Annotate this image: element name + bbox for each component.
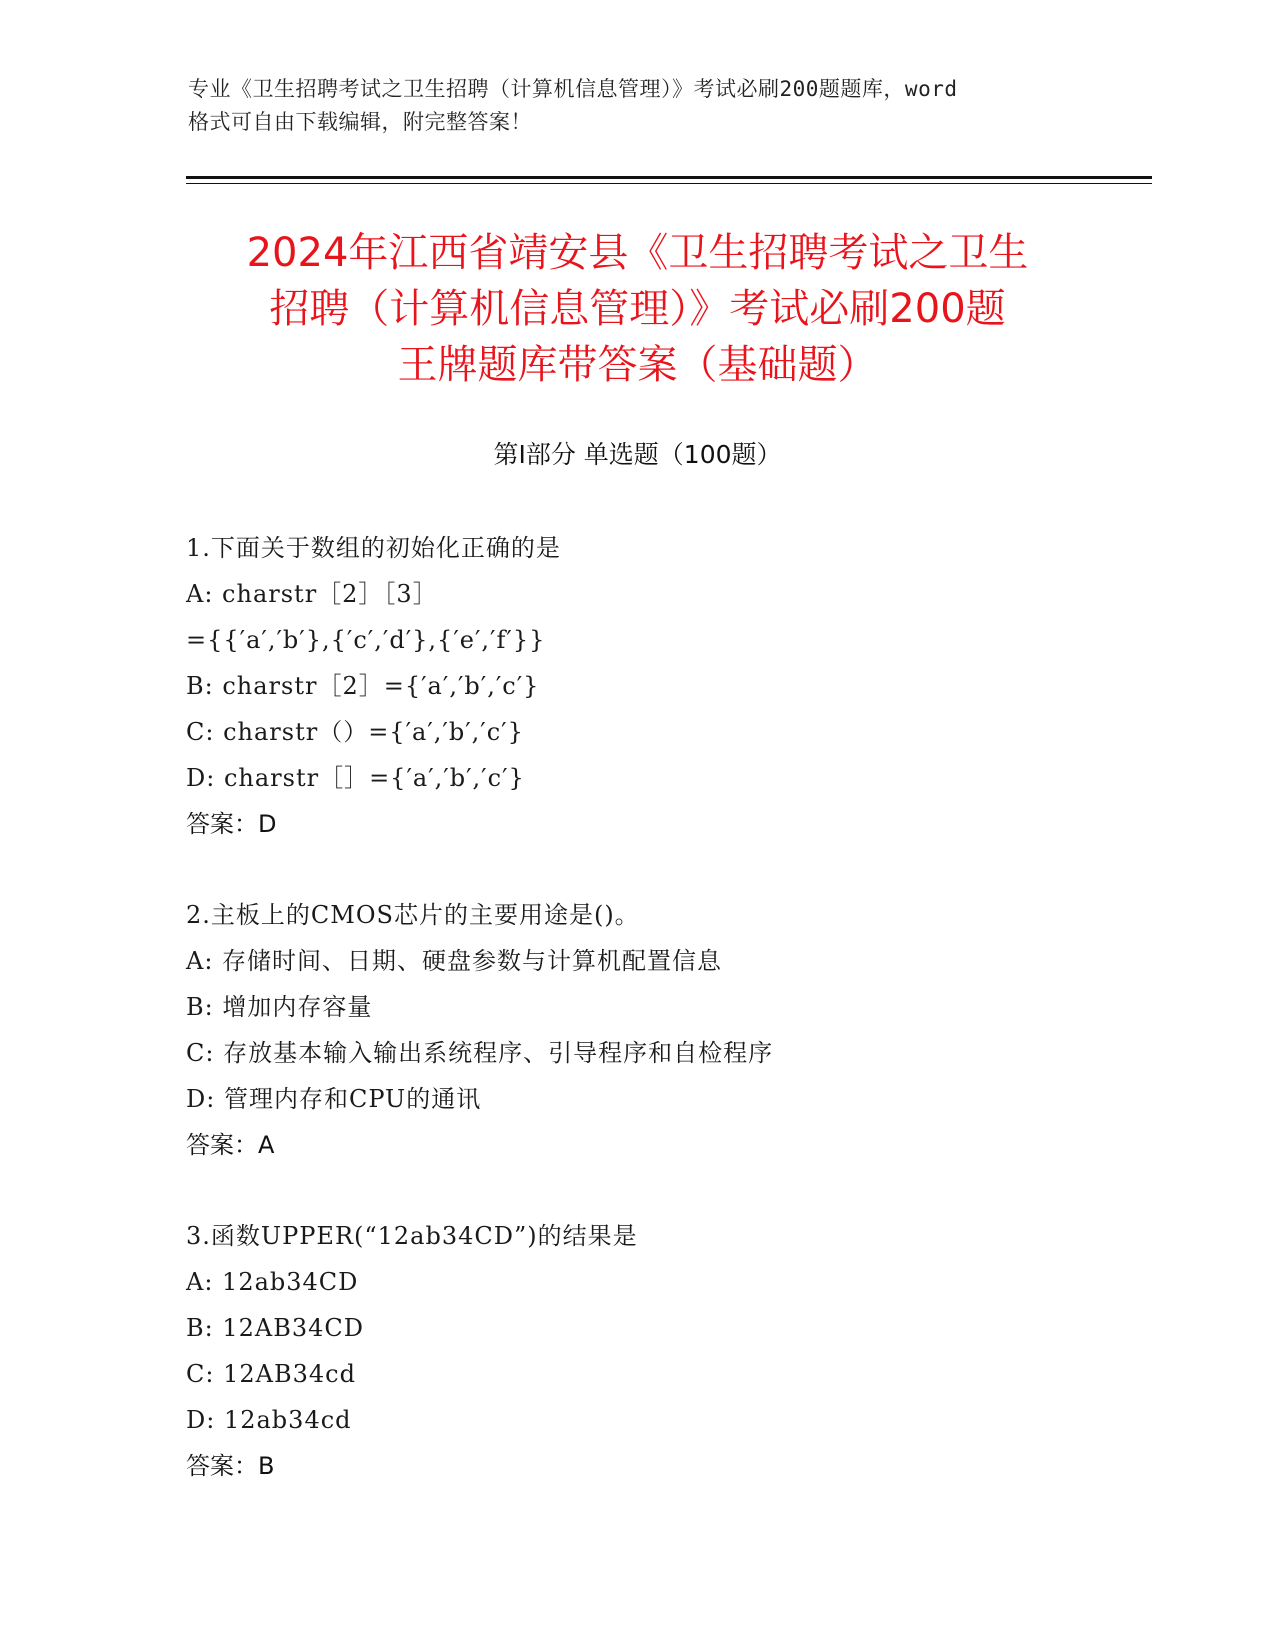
option-c: C: charstr（）={′a′,′b′,′c′} bbox=[186, 718, 524, 746]
option-d: D: charstr［］={′a′,′b′,′c′} bbox=[186, 764, 525, 792]
document-title bbox=[150, 225, 1125, 393]
question-1 bbox=[186, 525, 1136, 847]
answer: 答案：B bbox=[186, 1452, 275, 1480]
header-note bbox=[188, 73, 1108, 139]
option-b: B: 增加内存容量 bbox=[186, 993, 373, 1021]
header-rule-thin bbox=[186, 183, 1152, 184]
option-d: D: 管理内存和CPU的通讯 bbox=[186, 1085, 482, 1113]
section-title: 第Ⅰ部分 单选题（100题） bbox=[493, 440, 782, 469]
document-title-line-2: 招聘（计算机信息管理）》考试必刷200题 bbox=[269, 286, 1006, 332]
question-2 bbox=[186, 892, 1136, 1168]
option-b: B: 12AB34CD bbox=[186, 1314, 365, 1342]
option-a-continued: ={{′a′,′b′},{′c′,′d′},{′e′,′f′}} bbox=[186, 626, 546, 654]
option-c: C: 存放基本输入输出系统程序、引导程序和自检程序 bbox=[186, 1039, 774, 1067]
question-list bbox=[186, 525, 1136, 1534]
question-stem: 3.函数UPPER(“12ab34CD”)的结果是 bbox=[186, 1222, 638, 1250]
header-rule-thick bbox=[186, 176, 1152, 179]
question-stem: 2.主板上的CMOS芯片的主要用途是()。 bbox=[186, 901, 640, 929]
document-title-line-1: 2024年江西省靖安县《卫生招聘考试之卫生 bbox=[246, 230, 1029, 276]
header-note-line-2: 格式可自由下载编辑，附完整答案！ bbox=[188, 110, 532, 134]
option-b: B: charstr［2］={′a′,′b′,′c′} bbox=[186, 672, 540, 700]
document-title-line-3: 王牌题库带答案（基础题） bbox=[397, 342, 878, 388]
option-c: C: 12AB34cd bbox=[186, 1360, 356, 1388]
answer: 答案：D bbox=[186, 810, 277, 838]
question-stem: 1.下面关于数组的初始化正确的是 bbox=[186, 534, 561, 562]
option-a: A: 存储时间、日期、硬盘参数与计算机配置信息 bbox=[186, 947, 723, 975]
option-a: A: 12ab34CD bbox=[186, 1268, 359, 1296]
option-d: D: 12ab34cd bbox=[186, 1406, 352, 1434]
answer: 答案：A bbox=[186, 1131, 275, 1159]
header-note-line-1: 专业《卫生招聘考试之卫生招聘（计算机信息管理）》考试必刷200题题库，word bbox=[188, 77, 958, 101]
question-3 bbox=[186, 1213, 1136, 1489]
option-a: A: charstr［2］［3］ bbox=[186, 580, 438, 608]
